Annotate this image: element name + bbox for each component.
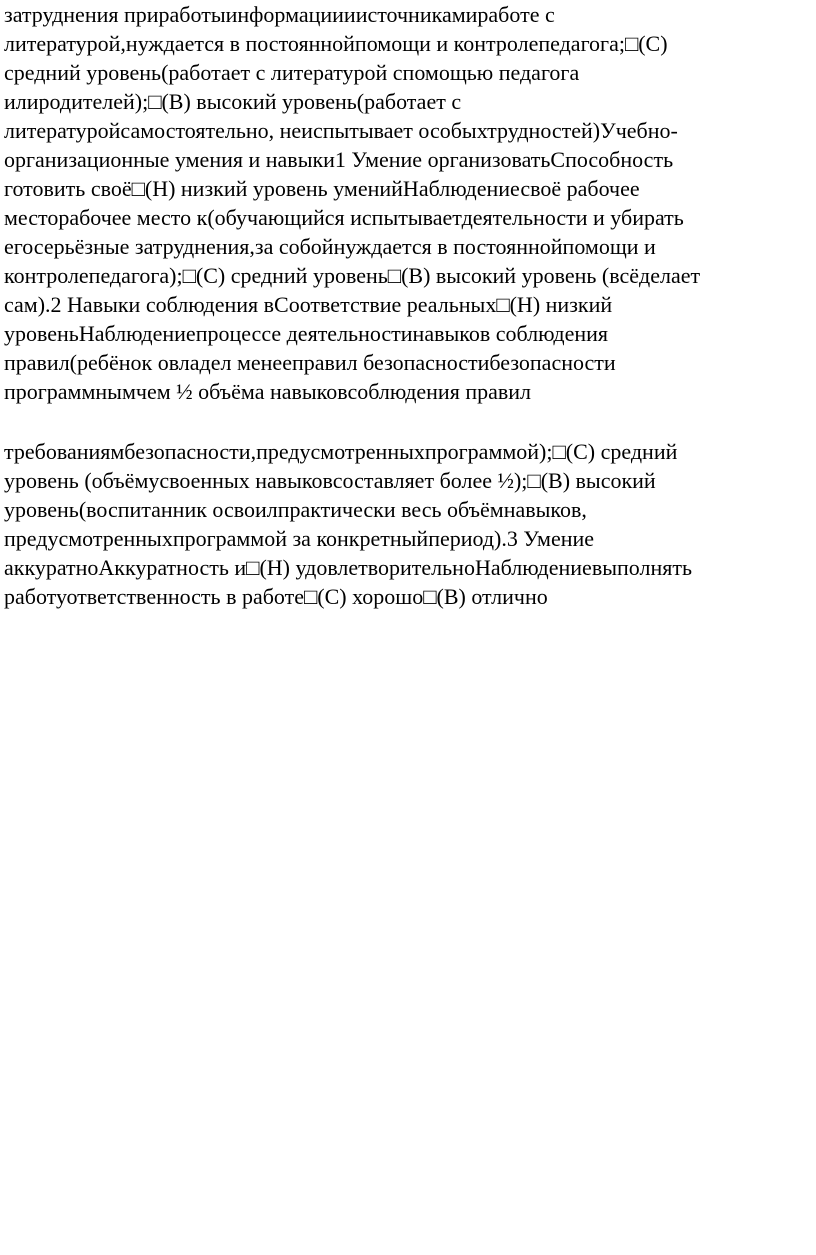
text-line: готовить своё□(Н) низкий уровень уменийНаблюдениесвоё рабочее	[4, 176, 640, 201]
text-line: илиродителей);□(В) высокий уровень(работает с	[4, 89, 462, 114]
text-line: правил(ребёнок овладел менееправил безопасностибезопасности	[4, 350, 616, 375]
text-line: месторабочее место к(обучающийся испытываетдеятельности и убирать	[4, 205, 684, 230]
text-line: работуответственность в работе□(С) хорошо□(В) отлично	[4, 584, 548, 609]
text-line: предусмотренныхпрограммой за конкретныйпериод).3 Умение	[4, 526, 595, 551]
text-line: уровень (объёмусвоенных навыковсоставляет более ½);□(В) высокий	[4, 468, 656, 493]
text-line: литературойсамостоятельно, неиспытывает особыхтрудностей)Учебно-	[4, 118, 678, 143]
text-line: контролепедагога);□(С) средний уровень□(В) высокий уровень (всёделает	[4, 263, 701, 288]
text-line: сам).2 Навыки соблюдения вСоответствие реальных□(Н) низкий	[4, 292, 613, 317]
text-paragraph	[4, 0, 812, 406]
text-line: организационные умения и навыки1 Умение организоватьСпособность	[4, 147, 674, 172]
text-line: средний уровень(работает с литературой спомощью педагога	[4, 60, 580, 85]
text-line: программнымчем ½ объёма навыковсоблюдения правил	[4, 379, 532, 404]
text-line: требованиямбезопасности,предусмотренныхпрограммой);□(С) средний	[4, 439, 678, 464]
text-line: аккуратноАккуратность и□(Н) удовлетворительноНаблюдениевыполнять	[4, 555, 692, 580]
text-line: егосерьёзные затруднения,за собойнуждается в постояннойпомощи и	[4, 234, 656, 259]
text-line: уровеньНаблюдениепроцессе деятельностинавыков соблюдения	[4, 321, 609, 346]
text-line: литературой,нуждается в постояннойпомощи и контролепедагога;□(С)	[4, 31, 668, 56]
text-line: уровень(воспитанник освоилпрактически весь объёмнавыков,	[4, 497, 587, 522]
text-paragraph	[4, 437, 812, 611]
text-line: затруднения приработыинформациииисточникамиработе с	[4, 2, 555, 27]
